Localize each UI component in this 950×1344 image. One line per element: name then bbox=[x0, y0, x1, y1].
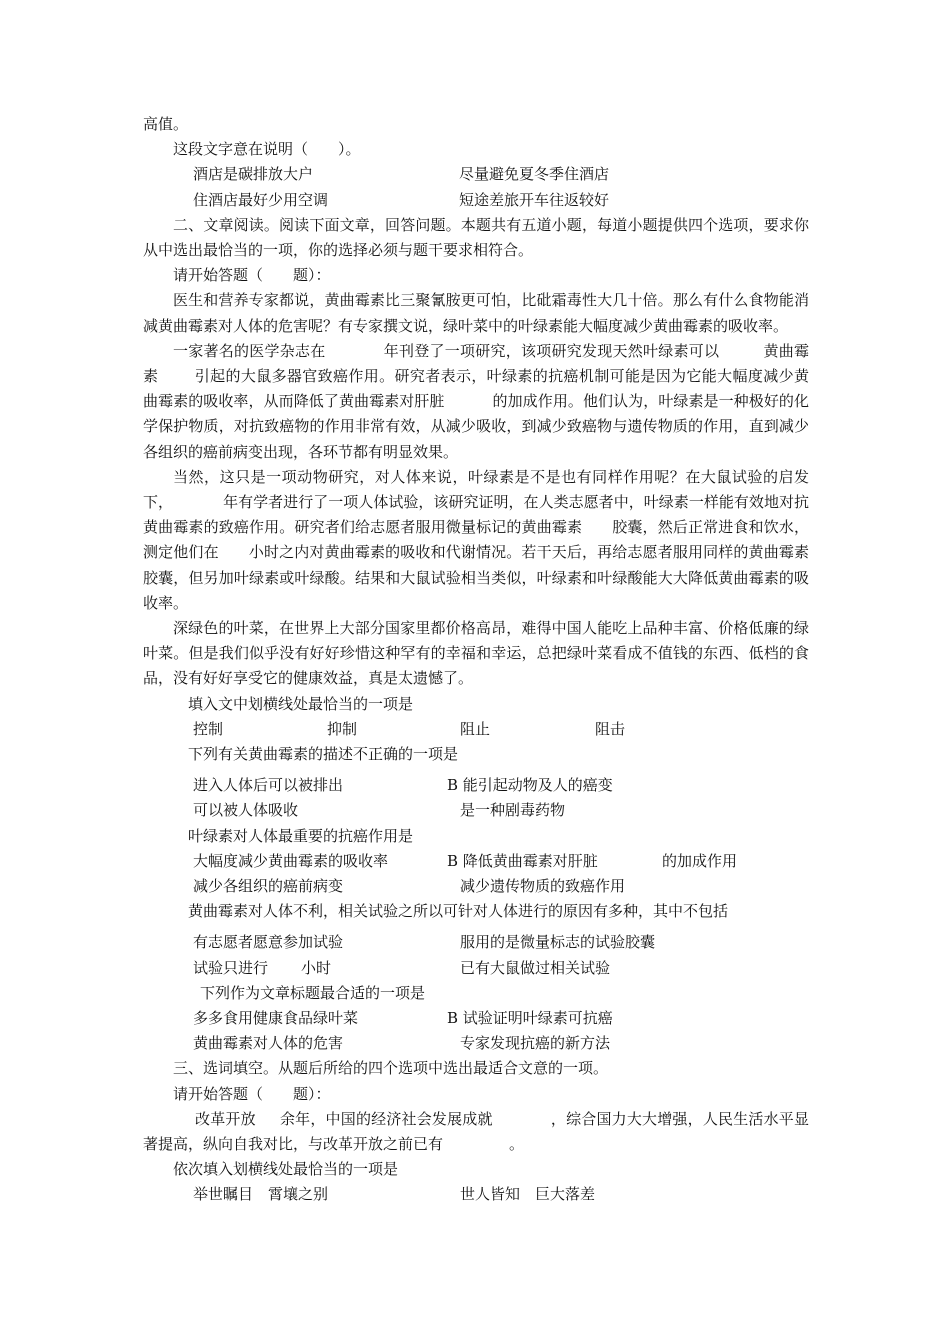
q1-options-row bbox=[143, 717, 809, 742]
q5-options-row-1 bbox=[143, 1006, 809, 1031]
q2-options-row-2 bbox=[143, 798, 809, 823]
s3-part-2: 余年，中国的经济社会发展成就 bbox=[279, 1109, 493, 1128]
article-paragraph-3 bbox=[143, 465, 809, 616]
prev-question-options-row-2 bbox=[143, 188, 809, 213]
q3-option-d[interactable]: 减少遗传物质的致癌作用 bbox=[460, 877, 626, 895]
article-paragraph-4: 深绿色的叶菜，在世界上大部分国家里都价格高昂，难得中国人能吃上品种丰富、价格低廉的绿叶菜。但是我们似乎没有好好珍惜这种罕有的幸福和幸运，总把绿叶菜看成不值钱的东西、低档的食品，没有好好享受它的健康效益，真是太遗憾了。 bbox=[143, 619, 809, 688]
article-paragraph-1: 医生和营养专家都说，黄曲霉素比三聚氰胺更可怕，比砒霜毒性大几十倍。那么有什么食物能消减黄曲霉素对人体的危害呢？有专家撰文说，绿叶菜中的叶绿素能大幅度减少黄曲霉素的吸收率。 bbox=[143, 291, 809, 335]
q3-option-b[interactable]: B 降低黄曲霉素对肝脏 bbox=[447, 851, 598, 870]
q3-option-a[interactable]: 大幅度减少黄曲霉素的吸收率 bbox=[193, 851, 389, 870]
prev-question-tail: 高值。 bbox=[143, 115, 189, 133]
section2-header: 二、文章阅读。阅读下面文章，回答问题。本题共有五道小题，每道小题提供四个选项，要求你从中选出最恰当的一项，你的选择必须与题干要求相符合。 bbox=[143, 215, 809, 259]
q2-options-row-1 bbox=[143, 773, 809, 798]
q3-options-row-2 bbox=[143, 874, 809, 899]
para3-part-4: 小时之内对黄曲霉素的吸收和代谢情况。若干天后，再给志愿者服用同样的黄曲霉素胶囊，但另加叶绿素或叶绿酸。结果和大鼠试验相当类似，叶绿素和叶绿酸能大大降低黄曲霉素的吸收率。 bbox=[143, 543, 809, 612]
q4-options-row-1 bbox=[143, 930, 809, 955]
q2-option-c[interactable]: 可以被人体吸收 bbox=[193, 801, 299, 820]
q1-stem: 填入文中划横线处最恰当的一项是 bbox=[188, 694, 414, 713]
q2-option-a[interactable]: 进入人体后可以被排出 bbox=[193, 776, 344, 795]
q1-option-a[interactable]: 控制 bbox=[193, 719, 224, 738]
q5-stem: 下列作为文章标题最合适的一项是 bbox=[200, 983, 426, 1002]
q2-option-d[interactable]: 是一种剧毒药物 bbox=[460, 801, 566, 820]
section3-header: 三、选词填空。从题后所给的四个选项中选出最适合文意的一项。 bbox=[173, 1059, 609, 1078]
document-page bbox=[143, 112, 809, 1208]
para3-part-2: 年有学者进行了一项人体试验，该研究证明，在人类志愿者中，叶绿素一样能有效地对抗黄曲霉素的致癌作用。研究者们给志愿者服用微量标记的黄曲霉素 bbox=[143, 493, 809, 537]
q3-stem: 叶绿素对人体最重要的抗癌作用是 bbox=[188, 826, 414, 845]
option-a[interactable]: 酒店是碳排放大户 bbox=[193, 165, 314, 184]
s3-option-a[interactable]: 举世瞩目 霄壤之别 bbox=[193, 1185, 329, 1204]
q5-option-c[interactable]: 黄曲霉素对人体的危害 bbox=[193, 1034, 344, 1053]
section3-options-row bbox=[143, 1182, 809, 1207]
q4-stem: 黄曲霉素对人体不利，相关试验之所以可针对人体进行的原因有多种，其中不包括 bbox=[188, 902, 729, 921]
q4-option-a[interactable]: 有志愿者愿意参加试验 bbox=[193, 933, 344, 952]
q3-option-c[interactable]: 减少各组织的癌前病变 bbox=[193, 877, 344, 895]
para3-part-1: 当然，这只是一项动物研究，对人体来说，叶绿素是不是也有同样作用呢？在大鼠试验的启发下， bbox=[143, 467, 809, 512]
para2-part-1: 一家著名的医学杂志在 bbox=[173, 341, 326, 360]
q5-options-row-2 bbox=[143, 1031, 809, 1056]
para2-part-5: 的加成作用。他们认为，叶绿素是一种极好的化学保护物质，对抗致癌物的作用非常有效，从减少吸收，到减少致癌物与遗传物质的作用，直到减少各组织的癌前病变出现，各环节都有明显效果。 bbox=[143, 392, 809, 461]
article-paragraph-2 bbox=[143, 339, 809, 465]
q5-option-b[interactable]: B 试验证明叶绿素可抗癌 bbox=[447, 1008, 613, 1027]
option-c[interactable]: 住酒店最好少用空调 bbox=[193, 190, 329, 209]
s3-part-3: ，综合国力大大增强，人民生活水平显著提高，纵向自我对比，与改革开放之前已有 bbox=[143, 1109, 809, 1153]
q4-options-row-2 bbox=[143, 956, 809, 981]
q5-option-a[interactable]: 多多食用健康食品绿叶菜 bbox=[193, 1008, 359, 1027]
section3-start: 请开始答题（ 题）： bbox=[173, 1084, 331, 1103]
q4-option-b[interactable]: 服用的是微量标志的试验胶囊 bbox=[460, 933, 656, 952]
option-b[interactable]: 尽量避免夏冬季住酒店 bbox=[459, 165, 610, 184]
s3-part-1: 改革开放 bbox=[195, 1109, 256, 1128]
para2-part-4: 引起的大鼠多器官致癌作用。研究者表示，叶绿素的抗癌机制可能是因为它能大幅度减少黄曲霉素的吸收率，从而降低了黄曲霉素对肝脏 bbox=[143, 367, 809, 411]
s3-part-4: 。 bbox=[509, 1134, 525, 1153]
section3-stem: 依次填入划横线处最恰当的一项是 bbox=[173, 1160, 399, 1179]
s3-option-b[interactable]: 世人皆知 巨大落差 bbox=[460, 1185, 596, 1204]
q3-option-b-tail: 的加成作用 bbox=[662, 851, 738, 870]
q3-options-row-1 bbox=[143, 849, 809, 874]
prev-question-stem: 这段文字意在说明（ ）。 bbox=[173, 140, 361, 159]
prev-question-options-row-1 bbox=[143, 162, 809, 187]
q5-option-d[interactable]: 专家发现抗癌的新方法 bbox=[460, 1034, 611, 1053]
q1-option-d[interactable]: 阻击 bbox=[595, 719, 626, 738]
q2-stem: 下列有关黄曲霉素的描述不正确的一项是 bbox=[188, 745, 459, 764]
para3-part-3: 胶囊，然后正常进食和饮水，测定他们在 bbox=[143, 518, 809, 562]
q4-option-c[interactable]: 试验只进行 bbox=[193, 958, 269, 977]
q1-option-b[interactable]: 抑制 bbox=[327, 719, 358, 738]
q4-option-d[interactable]: 已有大鼠做过相关试验 bbox=[460, 958, 611, 977]
section2-start: 请开始答题（ 题）： bbox=[173, 266, 331, 285]
q4-option-c-tail: 小时 bbox=[301, 958, 332, 977]
option-d[interactable]: 短途差旅开车往返较好 bbox=[459, 190, 610, 209]
para2-part-3: 黄曲霉素 bbox=[143, 341, 809, 385]
para2-part-2: 年刊登了一项研究，该项研究发现天然叶绿素可以 bbox=[383, 341, 720, 360]
section3-passage bbox=[143, 1107, 809, 1157]
q1-option-c[interactable]: 阻止 bbox=[460, 719, 491, 738]
q2-option-b[interactable]: B 能引起动物及人的癌变 bbox=[447, 776, 613, 795]
